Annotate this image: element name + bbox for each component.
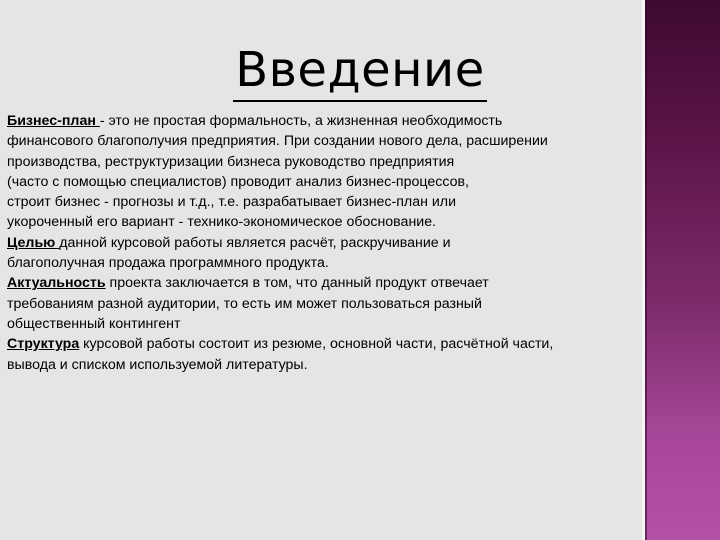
- line-text: - это не простая формальность, а жизненная необходимость: [99, 113, 503, 129]
- body-line-10: [7, 294, 643, 314]
- line-text: строит бизнес - прогнозы и т.д., т.е. разрабатывает бизнес-план или: [7, 194, 457, 211]
- term-relevance: Актуальность: [7, 275, 106, 292]
- line-text: финансового благополучия предприятия. При создании нового дела, расширении: [7, 133, 548, 150]
- line-text: проекта заключается в том, что данный продукт отвечает: [105, 275, 489, 292]
- body-line-7: [7, 233, 643, 253]
- body-line-11: [7, 314, 643, 334]
- line-text: общественный контингент: [7, 315, 181, 332]
- body-line-8: [7, 253, 643, 273]
- line-text: укороченный его вариант - технико-экономическое обоснование.: [7, 214, 437, 231]
- body-line-2: [7, 131, 643, 151]
- line-text: (часто с помощью специалистов) проводит анализ бизнес-процессов,: [7, 173, 469, 190]
- body-line-12: [7, 334, 643, 354]
- line-text: производства, реструктуризации бизнеса руководство предприятия: [7, 153, 455, 170]
- line-text: данной курсовой работы является расчёт, раскручивание и: [59, 234, 451, 251]
- body-line-13: [7, 355, 643, 375]
- line-text: требованиям разной аудитории, то есть им может пользоваться разный: [7, 295, 482, 312]
- slide-title: [0, 40, 720, 100]
- line-text: вывода и списком используемой литературы.: [7, 356, 308, 373]
- body-line-6: [7, 212, 643, 232]
- line-text: благополучная продажа программного продукта.: [7, 255, 329, 272]
- body-line-4: [7, 172, 643, 192]
- body-line-9: [7, 273, 643, 293]
- slide-title-text: Введение: [233, 42, 487, 102]
- body-line-3: [7, 152, 643, 172]
- body-line-1: [7, 111, 643, 131]
- term-business-plan: Бизнес-план: [7, 113, 100, 129]
- line-text: курсовой работы состоит из резюме, основной части, расчётной части,: [79, 336, 554, 353]
- slide-body: [7, 111, 643, 375]
- term-structure: Структура: [7, 336, 80, 353]
- body-line-5: [7, 192, 643, 212]
- term-goal: Целью: [7, 234, 60, 251]
